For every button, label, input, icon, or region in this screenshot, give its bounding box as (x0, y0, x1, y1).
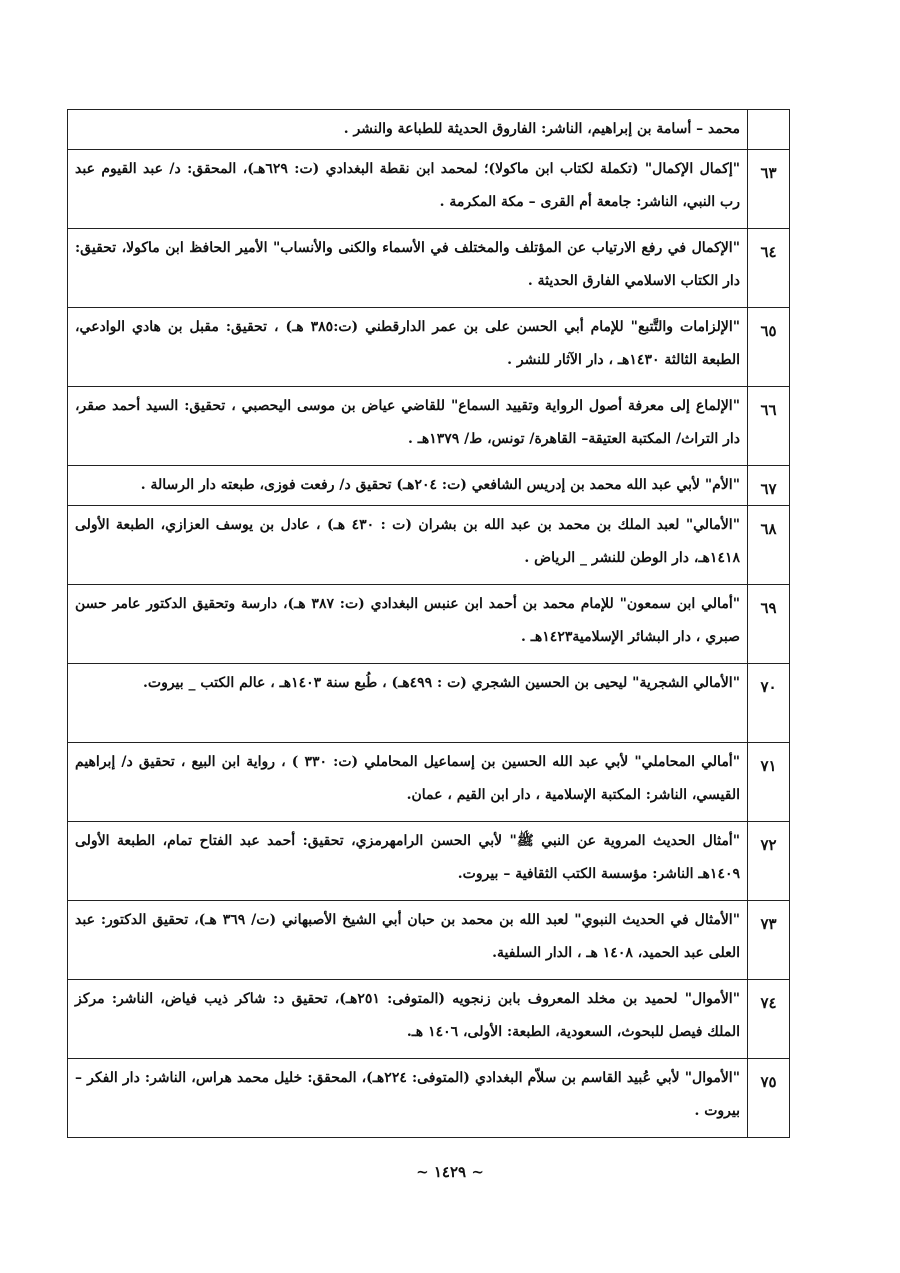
entry-number: ٧٥ (748, 1059, 790, 1138)
table-row (68, 150, 790, 229)
entry-text: "الأمالي" لعبد الملك بن محمد بن عبد الله بن بشران (ت : ٤٣٠ هـ) ، عادل بن يوسف العزازي، الطبعة الأولى ١٤١٨هـ، دار الوطن للنشر _ الرياض . (68, 506, 748, 585)
entry-number: ٦٣ (748, 150, 790, 229)
table-row (68, 387, 790, 466)
table-row (68, 466, 790, 506)
entry-text: "الأموال" لأبي عُبيد القاسم بن سلاّم البغدادي (المتوفى: ٢٢٤هـ)، المحقق: خليل محمد هراس، الناشر: دار الفكر – بيروت . (68, 1059, 748, 1138)
entry-number (748, 110, 790, 150)
entry-text: محمد – أسامة بن إبراهيم، الناشر: الفاروق الحديثة للطباعة والنشر . (68, 110, 748, 150)
table-row (68, 664, 790, 743)
entry-number: ٧٤ (748, 980, 790, 1059)
references-body (68, 110, 790, 1138)
entry-text: "الأموال" لحميد بن مخلد المعروف بابن زنجويه (المتوفى: ٢٥١هـ)، تحقيق د: شاكر ذيب فياض، الناشر: مركز الملك فيصل للبحوث، السعودية، الطبعة: الأولى، ١٤٠٦ هـ. (68, 980, 748, 1059)
entry-number: ٦٦ (748, 387, 790, 466)
entry-number: ٦٩ (748, 585, 790, 664)
entry-text: "الأم" لأبي عبد الله محمد بن إدريس الشافعي (ت: ٢٠٤هـ) تحقيق د/ رفعت فوزى، طبعته دار الرسالة . (68, 466, 748, 506)
entry-text: "الإلماع إلى معرفة أصول الرواية وتقييد السماع" للقاضي عياض بن موسى اليحصبي ، تحقيق: السيد أحمد صقر، دار التراث/ المكتبة العتيقة– القاهرة/ تونس، ط/ ١٣٧٩هـ . (68, 387, 748, 466)
page-number: ~ ١٤٢٩ ~ (416, 1163, 484, 1181)
entry-number: ٦٨ (748, 506, 790, 585)
table-row (68, 110, 790, 150)
entry-text: "أمالي ابن سمعون" للإمام محمد بن أحمد ابن عنبس البغدادي (ت: ٣٨٧ هـ)، دارسة وتحقيق الدكتور عامر حسن صبري ، دار البشائر الإسلامية١٤٢٣هـ . (68, 585, 748, 664)
entry-number: ٧٣ (748, 901, 790, 980)
entry-number: ٧١ (748, 743, 790, 822)
table-row (68, 229, 790, 308)
entry-number: ٦٥ (748, 308, 790, 387)
entry-number: ٧٢ (748, 822, 790, 901)
references-table (67, 109, 790, 1138)
entry-number: ٦٤ (748, 229, 790, 308)
table-row (68, 743, 790, 822)
table-row (68, 822, 790, 901)
entry-text: "الإكمال في رفع الارتياب عن المؤتلف والمختلف في الأسماء والكنى والأنساب" الأمير الحافظ ابن ماكولا، تحقيق: دار الكتاب الاسلامي الفارق الحديثة . (68, 229, 748, 308)
entry-number: ٧٠ (748, 664, 790, 743)
table-row (68, 980, 790, 1059)
entry-text: "الإلزامات والتَّتبع" للإمام أبي الحسن على بن عمر الدارقطني (ت:٣٨٥ هـ) ، تحقيق: مقبل بن هادي الوادعي، الطبعة الثالثة ١٤٣٠هـ ، دار الآثار للنشر . (68, 308, 748, 387)
entry-number: ٦٧ (748, 466, 790, 506)
table-row (68, 506, 790, 585)
entry-text: "أمثال الحديث المروية عن النبي ﷺ" لأبي الحسن الرامهرمزي، تحقيق: أحمد عبد الفتاح تمام، الطبعة الأولى ١٤٠٩هـ الناشر: مؤسسة الكتب الثقافية – بيروت. (68, 822, 748, 901)
table-row (68, 585, 790, 664)
entry-text: "الأمالي الشجرية" ليحيى بن الحسين الشجري (ت : ٤٩٩هـ) ، طُبع سنة ١٤٠٣هـ ، عالم الكتب _ بيروت. (68, 664, 748, 743)
table-row (68, 308, 790, 387)
table-row (68, 1059, 790, 1138)
entry-text: "الأمثال في الحديث النبوي" لعبد الله بن محمد بن حبان أبي الشيخ الأصبهاني (ت/ ٣٦٩ هـ)، تحقيق الدكتور: عبد العلى عبد الحميد، ١٤٠٨ هـ ، الدار السلفية. (68, 901, 748, 980)
entry-text: "إكمال الإكمال" (تكملة لكتاب ابن ماكولا)؛ لمحمد ابن نقطة البغدادي (ت: ٦٢٩هـ)، المحقق: د/ عبد القيوم عبد رب النبي، الناشر: جامعة أم القرى – مكة المكرمة . (68, 150, 748, 229)
entry-text: "أمالي المحاملي" لأبي عبد الله الحسين بن إسماعيل المحاملي (ت: ٣٣٠ ) ، رواية ابن البيع ، تحقيق د/ إبراهيم القيسي، الناشر: المكتبة الإسلامية ، دار ابن القيم ، عمان. (68, 743, 748, 822)
table-row (68, 901, 790, 980)
